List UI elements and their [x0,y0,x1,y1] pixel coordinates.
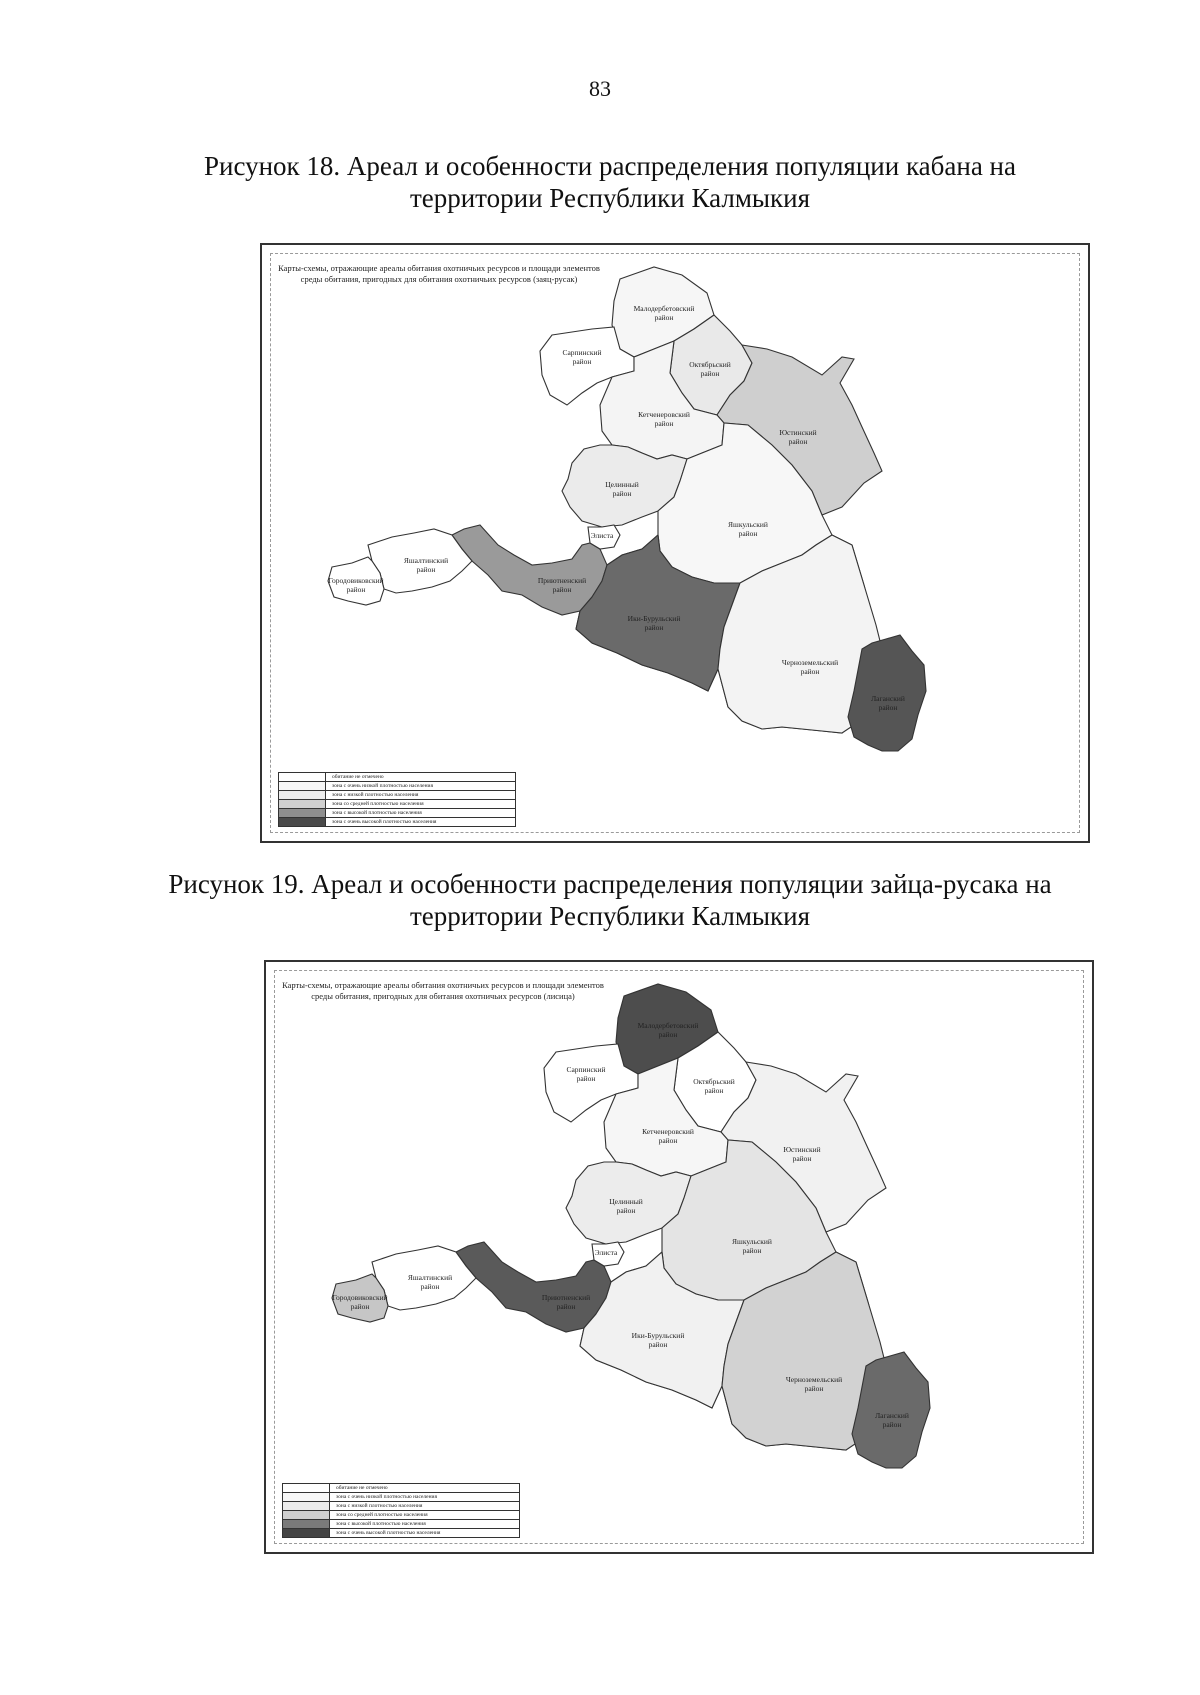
figure-19-caption [150,868,1070,932]
region-label-iki-burulsky: Ики-Бурульский район [627,614,681,632]
legend-label: зона со средней плотностью населения [332,801,424,807]
region-label-yashkulsky: Яшкульский район [728,520,768,538]
page-number: 83 [589,76,611,101]
region-priyutnensky [456,1242,611,1332]
region-label-iki-burulsky: Ики-Бурульский район [631,1331,685,1349]
figure-18-map [260,243,1090,843]
legend-label: зона с низкой плотностью населения [332,792,419,798]
figure-19-map [264,960,1094,1554]
region-label-yustinsky: Юстинский район [779,428,817,446]
legend-label: обитание не отмечено [332,774,384,780]
legend-row [279,799,515,808]
region-label-oktyabrsky: Октябрьский район [689,360,731,378]
region-label-malye-derbety: Малодербетовский район [633,304,695,322]
region-label-lagansky: Лаганский район [875,1411,909,1429]
figure-19-caption-line1: Рисунок 19. Ареал и особенности распределения популяции зайца-русака на [168,869,1052,899]
region-label-ketchenerovsky: Кетченеровский район [638,410,690,428]
region-label-gorodovikovsky: Городовиковский район [332,1293,388,1311]
legend-row [279,781,515,790]
legend-label: зона со средней плотностью населения [336,1512,428,1518]
region-label-yustinsky: Юстинский район [783,1145,821,1163]
legend-label: зона с высокой плотностью населения [332,810,422,816]
figure-18-caption-line1: Рисунок 18. Ареал и особенности распределения популяции кабана на [204,151,1016,181]
legend-label: зона с очень высокой плотностью населения [332,819,437,825]
legend-label: зона с очень низкой плотностью населения [332,783,434,789]
region-label-lagansky: Лаганский район [871,694,905,712]
legend-swatch [283,1493,330,1501]
legend-row [283,1501,519,1510]
map-title: Карты-схемы, отражающие ареалы обитания охотничьих ресурсов и площади элементов среды обитания, пригодных для обитания охотничьих ресурсов (лисица) [282,980,604,1001]
legend-row [283,1492,519,1501]
region-priyutnensky [452,525,607,615]
region-label-elista: Элиста [590,531,614,540]
legend-label: обитание не отмечено [336,1485,388,1491]
legend-swatch [283,1484,330,1492]
legend-swatch [279,791,326,799]
region-label-yashaltinsky: Яшалтинский район [403,556,449,574]
region-label-malye-derbety: Малодербетовский район [637,1021,699,1039]
region-label-yashaltinsky: Яшалтинский район [407,1273,453,1291]
region-label-sarpinsky: Сарпинский район [566,1065,606,1083]
legend-row [283,1510,519,1519]
region-label-oktyabrsky: Октябрьский район [693,1077,735,1095]
legend-swatch [283,1502,330,1510]
region-label-tselinny: Целинный район [605,480,639,498]
map-legend [278,772,516,827]
region-label-priyutnensky: Приютненский район [537,576,587,594]
map-title: Карты-схемы, отражающие ареалы обитания охотничьих ресурсов и площади элементов среды обитания, пригодных для обитания охотничьих ресурсов (заяц-русак) [278,263,600,284]
figure-18-caption-line2: территории Республики Калмыкия [409,183,811,213]
region-label-chernozemelsky: Черноземельский район [781,658,839,676]
legend-swatch [279,782,326,790]
region-map [266,962,1092,1558]
legend-label: зона с высокой плотностью населения [336,1521,426,1527]
region-label-chernozemelsky: Черноземельский район [785,1375,843,1393]
region-label-sarpinsky: Сарпинский район [562,348,602,366]
legend-swatch [279,809,326,817]
legend-swatch [279,773,326,781]
legend-row [283,1519,519,1528]
region-label-tselinny: Целинный район [609,1197,643,1215]
legend-swatch [283,1520,330,1528]
legend-label: зона с очень высокой плотностью населения [336,1530,441,1536]
legend-row [279,773,515,781]
legend-swatch [279,800,326,808]
figure-18-caption [150,150,1070,214]
region-label-priyutnensky: Приютненский район [541,1293,591,1311]
region-map [262,245,1088,841]
legend-swatch [283,1511,330,1519]
legend-row [279,790,515,799]
legend-row [279,808,515,817]
figure-19-caption-line2: территории Республики Калмыкия [409,901,811,931]
region-label-yashkulsky: Яшкульский район [732,1237,772,1255]
region-label-ketchenerovsky: Кетченеровский район [642,1127,694,1145]
legend-swatch [279,818,326,826]
legend-swatch [283,1529,330,1537]
legend-label: зона с низкой плотностью населения [336,1503,423,1509]
region-label-gorodovikovsky: Городовиковский район [328,576,384,594]
region-label-elista: Элиста [594,1248,618,1257]
legend-row [279,817,515,826]
map-legend [282,1483,520,1538]
legend-row [283,1528,519,1537]
legend-label: зона с очень низкой плотностью населения [336,1494,438,1500]
legend-row [283,1484,519,1492]
